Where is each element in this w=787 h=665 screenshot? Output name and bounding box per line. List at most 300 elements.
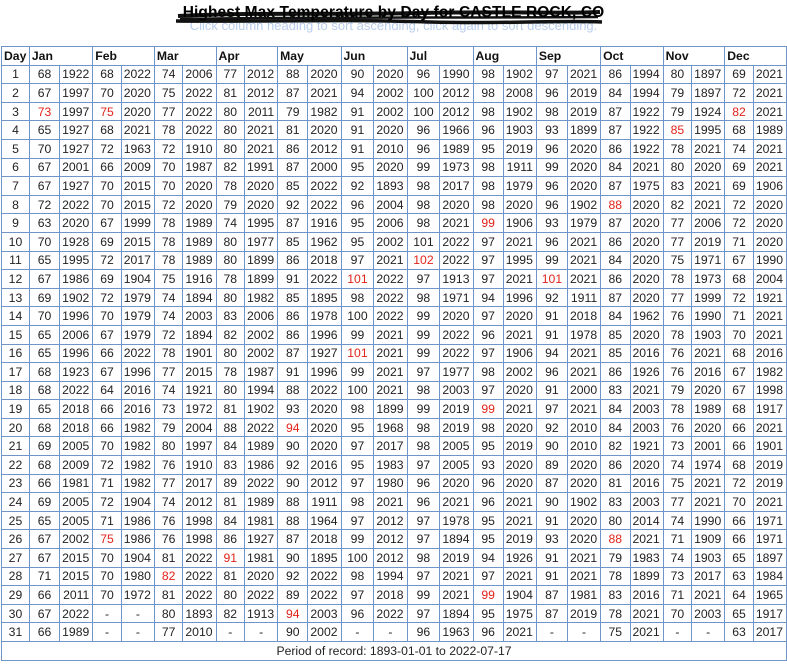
record-year: 2010 xyxy=(374,139,407,158)
record-year: 1897 xyxy=(692,65,725,84)
temperature-value: 67 xyxy=(29,549,59,568)
record-year: 1989 xyxy=(183,214,216,233)
temperature-value: 66 xyxy=(29,474,59,493)
record-year: 2021 xyxy=(753,418,786,437)
temperature-value: 87 xyxy=(278,214,308,233)
record-year: 2020 xyxy=(630,251,663,270)
record-year: 2015 xyxy=(121,232,154,251)
temperature-value: 78 xyxy=(663,400,692,419)
month-header-jun[interactable]: Jun xyxy=(341,47,407,66)
record-year: 2021 xyxy=(753,102,786,121)
record-year: 2000 xyxy=(308,158,341,177)
temperature-value: 89 xyxy=(278,586,308,605)
record-year: 2021 xyxy=(374,363,407,382)
record-year: 1972 xyxy=(183,400,216,419)
temperature-value: 80 xyxy=(601,511,630,530)
temperature-value: 80 xyxy=(216,586,245,605)
temperature-value: 96 xyxy=(473,325,503,344)
record-year: 1989 xyxy=(183,232,216,251)
month-header-apr[interactable]: Apr xyxy=(216,47,278,66)
month-header-aug[interactable]: Aug xyxy=(473,47,536,66)
temperature-value: 74 xyxy=(154,65,183,84)
record-year: 2021 xyxy=(753,493,786,512)
record-year: 2021 xyxy=(753,84,786,103)
temperature-value: 71 xyxy=(93,511,122,530)
record-year: 2016 xyxy=(308,456,341,475)
temperature-value: 84 xyxy=(601,158,630,177)
record-year: 2021 xyxy=(440,493,473,512)
record-year: 2019 xyxy=(753,456,786,475)
temperature-value: 65 xyxy=(725,604,754,623)
record-year: 1911 xyxy=(568,288,601,307)
record-year: 2022 xyxy=(374,604,407,623)
temperature-value: 76 xyxy=(154,511,183,530)
temperature-value: 83 xyxy=(216,456,245,475)
record-year: - xyxy=(121,623,154,642)
temperature-value: 78 xyxy=(663,139,692,158)
temperature-value: 85 xyxy=(601,325,630,344)
temperature-value: 74 xyxy=(725,139,754,158)
record-year: 2021 xyxy=(630,604,663,623)
record-year: 2019 xyxy=(440,418,473,437)
month-header-mar[interactable]: Mar xyxy=(154,47,216,66)
day-column-header[interactable]: Day xyxy=(2,47,30,66)
temperature-value: 68 xyxy=(29,418,59,437)
record-year: 2021 xyxy=(503,400,536,419)
temperature-value: 97 xyxy=(473,251,503,270)
table-row xyxy=(2,437,787,456)
temperature-value: 68 xyxy=(29,65,59,84)
temperature-value: 98 xyxy=(341,493,374,512)
temperature-value: 98 xyxy=(341,288,374,307)
temperature-value: 72 xyxy=(93,139,122,158)
page-title: Highest Max Temperature by Day for CASTLE ROCK, CO xyxy=(182,4,605,21)
temperature-value: 98 xyxy=(473,363,503,382)
temperature-value: 91 xyxy=(536,511,567,530)
temperature-value: 99 xyxy=(473,214,503,233)
temperature-value: 80 xyxy=(216,381,245,400)
temperature-value: 84 xyxy=(601,307,630,326)
table-row xyxy=(2,195,787,214)
record-year: 1927 xyxy=(308,344,341,363)
temperature-value: 77 xyxy=(154,102,183,121)
day-number: 24 xyxy=(2,493,30,512)
temperature-value: 77 xyxy=(154,363,183,382)
temperature-value: 72 xyxy=(93,456,122,475)
temperature-value: 82 xyxy=(601,437,630,456)
temperature-value: 95 xyxy=(341,158,374,177)
record-year: 2020 xyxy=(753,214,786,233)
temperature-value: 87 xyxy=(601,177,630,196)
temperature-value: 91 xyxy=(216,549,245,568)
month-header-nov[interactable]: Nov xyxy=(663,47,725,66)
record-year: 2019 xyxy=(568,102,601,121)
temperature-value: 86 xyxy=(278,251,308,270)
record-year: 1895 xyxy=(308,288,341,307)
temperature-value: 69 xyxy=(725,158,754,177)
record-year: 2010 xyxy=(568,437,601,456)
day-number: 30 xyxy=(2,604,30,623)
record-year: 2018 xyxy=(60,418,93,437)
temperature-value: 86 xyxy=(278,307,308,326)
temperature-value: 82 xyxy=(154,567,183,586)
month-header-feb[interactable]: Feb xyxy=(93,47,155,66)
temperature-value: 87 xyxy=(278,530,308,549)
record-year: 2020 xyxy=(245,177,278,196)
temperature-value: 70 xyxy=(154,177,183,196)
record-year: 2021 xyxy=(630,158,663,177)
temperature-value: 90 xyxy=(278,437,308,456)
temperature-value: 102 xyxy=(407,251,440,270)
day-number: 1 xyxy=(2,65,30,84)
record-year: 1978 xyxy=(440,511,473,530)
day-number: 15 xyxy=(2,325,30,344)
record-year: 2012 xyxy=(245,84,278,103)
temperature-value: 81 xyxy=(278,121,308,140)
record-year: 1894 xyxy=(183,325,216,344)
temperature-value: 76 xyxy=(154,530,183,549)
record-year: 1979 xyxy=(121,307,154,326)
record-year: 2018 xyxy=(374,586,407,605)
temperature-value: 97 xyxy=(341,437,374,456)
record-year: 2014 xyxy=(630,511,663,530)
record-year: 1893 xyxy=(374,177,407,196)
temperature-value: 94 xyxy=(473,549,503,568)
record-year: 2021 xyxy=(692,139,725,158)
temperature-value: 96 xyxy=(407,65,440,84)
temperature-value: - xyxy=(93,604,122,623)
day-number: 17 xyxy=(2,363,30,382)
temperature-value: 98 xyxy=(473,102,503,121)
record-year: 1986 xyxy=(121,511,154,530)
record-year: 2018 xyxy=(308,530,341,549)
record-year: 2021 xyxy=(568,549,601,568)
temperature-value: 81 xyxy=(601,474,630,493)
temperature-value: 98 xyxy=(341,567,374,586)
month-header-dec[interactable]: Dec xyxy=(725,47,787,66)
temperature-value: 66 xyxy=(725,530,754,549)
record-year: 2003 xyxy=(183,307,216,326)
temperature-value: 67 xyxy=(725,363,754,382)
table-row xyxy=(2,567,787,586)
record-year: 1909 xyxy=(692,530,725,549)
temperature-value: 86 xyxy=(601,456,630,475)
day-number: 28 xyxy=(2,567,30,586)
temperature-value: 72 xyxy=(93,288,122,307)
record-year: 2021 xyxy=(692,474,725,493)
temperature-value: 78 xyxy=(154,214,183,233)
record-year: 1981 xyxy=(245,549,278,568)
record-year: 2009 xyxy=(121,158,154,177)
record-year: 1963 xyxy=(121,139,154,158)
record-year: 1979 xyxy=(503,177,536,196)
temperature-value: 93 xyxy=(536,121,567,140)
day-number: 11 xyxy=(2,251,30,270)
month-header-jul[interactable]: Jul xyxy=(407,47,473,66)
temperature-value: 72 xyxy=(725,288,754,307)
table-row xyxy=(2,325,787,344)
record-year: 1995 xyxy=(692,121,725,140)
record-year: 1987 xyxy=(245,363,278,382)
temperature-value: 99 xyxy=(407,344,440,363)
record-year: 1910 xyxy=(183,456,216,475)
record-year: 2019 xyxy=(568,84,601,103)
temperature-value: 67 xyxy=(93,363,122,382)
day-number: 2 xyxy=(2,84,30,103)
record-year: 1990 xyxy=(692,307,725,326)
temperature-value: 99 xyxy=(407,400,440,419)
temperature-value: 91 xyxy=(536,307,567,326)
record-year: 1982 xyxy=(753,363,786,382)
temperature-value: 94 xyxy=(341,84,374,103)
record-year: 1926 xyxy=(630,363,663,382)
day-number: 9 xyxy=(2,214,30,233)
temperature-value: 91 xyxy=(536,549,567,568)
record-year: 2020 xyxy=(60,214,93,233)
record-year: 1928 xyxy=(60,232,93,251)
record-year: 1899 xyxy=(630,567,663,586)
temperature-value: 95 xyxy=(341,456,374,475)
temperature-value: 72 xyxy=(154,325,183,344)
day-number: 22 xyxy=(2,456,30,475)
temperature-value: 73 xyxy=(29,102,59,121)
temperature-value: 97 xyxy=(473,270,503,289)
temperature-value: 80 xyxy=(216,344,245,363)
record-year: 2022 xyxy=(308,381,341,400)
temperature-value: 82 xyxy=(663,195,692,214)
temperature-value: 82 xyxy=(725,102,754,121)
record-year: 2020 xyxy=(374,65,407,84)
temperature-value: 101 xyxy=(341,344,374,363)
temperature-value: 79 xyxy=(216,195,245,214)
temperature-value: 86 xyxy=(601,139,630,158)
temperature-value: 98 xyxy=(407,214,440,233)
record-year: 1979 xyxy=(121,325,154,344)
month-header-may[interactable]: May xyxy=(278,47,341,66)
temperature-value: 72 xyxy=(154,195,183,214)
record-year: 1999 xyxy=(692,288,725,307)
record-year: 2002 xyxy=(245,325,278,344)
temperature-value: 80 xyxy=(216,121,245,140)
record-year: 2020 xyxy=(568,139,601,158)
temperature-value: 96 xyxy=(473,121,503,140)
record-year: 2020 xyxy=(630,214,663,233)
record-year: 1979 xyxy=(121,288,154,307)
record-year: 1911 xyxy=(503,158,536,177)
record-year: 2016 xyxy=(121,400,154,419)
temperature-value: 67 xyxy=(93,214,122,233)
header-row xyxy=(2,47,787,66)
month-header-oct[interactable]: Oct xyxy=(601,47,664,66)
table-row xyxy=(2,84,787,103)
temperature-value: 90 xyxy=(278,623,308,642)
table-row xyxy=(2,418,787,437)
table-row xyxy=(2,456,787,475)
temperature-value: 66 xyxy=(725,511,754,530)
temperature-value: 97 xyxy=(536,400,567,419)
record-year: 2020 xyxy=(692,158,725,177)
record-year: 2002 xyxy=(245,344,278,363)
table-row xyxy=(2,363,787,382)
record-year: 2019 xyxy=(503,530,536,549)
record-year: 2020 xyxy=(568,158,601,177)
record-year: 1973 xyxy=(440,158,473,177)
temperature-value: 80 xyxy=(216,288,245,307)
record-year: 2020 xyxy=(183,195,216,214)
temperature-value: 83 xyxy=(216,307,245,326)
record-year: 2003 xyxy=(308,604,341,623)
record-year: 2022 xyxy=(245,418,278,437)
record-year: 1989 xyxy=(245,493,278,512)
temperature-value: 72 xyxy=(725,214,754,233)
temperature-value: 77 xyxy=(663,214,692,233)
record-year: 2021 xyxy=(121,121,154,140)
record-year: 1994 xyxy=(630,65,663,84)
record-year: 2022 xyxy=(308,270,341,289)
temperature-value: 78 xyxy=(601,604,630,623)
temperature-value: 75 xyxy=(663,251,692,270)
temperature-value: 67 xyxy=(29,84,59,103)
month-header-sep[interactable]: Sep xyxy=(536,47,600,66)
table-row xyxy=(2,121,787,140)
record-year: 2022 xyxy=(183,586,216,605)
record-year: 2022 xyxy=(308,195,341,214)
record-year: 1922 xyxy=(60,65,93,84)
record-year: 1904 xyxy=(503,586,536,605)
temperature-value: 79 xyxy=(278,102,308,121)
temperature-value: - xyxy=(663,623,692,642)
record-year: 2020 xyxy=(503,195,536,214)
month-header-jan[interactable]: Jan xyxy=(29,47,92,66)
temperature-value: 83 xyxy=(601,586,630,605)
temperature-value: 81 xyxy=(216,400,245,419)
record-year: 1894 xyxy=(440,604,473,623)
record-year: 2020 xyxy=(308,437,341,456)
record-year: 1924 xyxy=(692,102,725,121)
temperature-value: 80 xyxy=(154,604,183,623)
temperature-value: 95 xyxy=(341,232,374,251)
temperature-value: 94 xyxy=(536,344,567,363)
temperature-value: 96 xyxy=(536,177,567,196)
temperature-value: 97 xyxy=(473,344,503,363)
record-year: 2020 xyxy=(308,65,341,84)
record-year: - xyxy=(121,604,154,623)
record-year: 1893 xyxy=(183,604,216,623)
record-year: 2004 xyxy=(183,418,216,437)
temperature-value: 94 xyxy=(473,288,503,307)
record-year: 2020 xyxy=(374,158,407,177)
record-year: 1922 xyxy=(630,121,663,140)
day-number: 25 xyxy=(2,511,30,530)
day-number: 12 xyxy=(2,270,30,289)
temperature-value: 80 xyxy=(663,158,692,177)
record-year: 2020 xyxy=(630,325,663,344)
temperature-value: 101 xyxy=(536,270,567,289)
record-year: 2004 xyxy=(753,270,786,289)
temperature-value: 67 xyxy=(93,325,122,344)
temperature-value: 98 xyxy=(473,65,503,84)
temperature-value: 96 xyxy=(536,139,567,158)
record-year: 2021 xyxy=(568,65,601,84)
record-year: 1906 xyxy=(753,177,786,196)
temperature-value: 70 xyxy=(29,232,59,251)
temperature-value: 75 xyxy=(663,474,692,493)
temperature-value: 70 xyxy=(725,325,754,344)
record-year: 2018 xyxy=(568,307,601,326)
record-year: 1978 xyxy=(568,325,601,344)
temperature-value: 98 xyxy=(407,418,440,437)
record-year: 1923 xyxy=(60,363,93,382)
temperature-value: 74 xyxy=(663,549,692,568)
record-year: 2021 xyxy=(503,270,536,289)
temperature-value: 93 xyxy=(536,214,567,233)
record-year: 1991 xyxy=(245,158,278,177)
record-year: 2021 xyxy=(568,567,601,586)
record-year: 2020 xyxy=(630,195,663,214)
record-year: 2001 xyxy=(60,158,93,177)
record-year: 2021 xyxy=(503,493,536,512)
record-year: 1989 xyxy=(60,623,93,642)
record-year: 1899 xyxy=(374,400,407,419)
record-year: 2021 xyxy=(568,270,601,289)
temperature-value: 88 xyxy=(278,65,308,84)
record-year: 1906 xyxy=(503,214,536,233)
temperature-value: 80 xyxy=(663,65,692,84)
table-row xyxy=(2,139,787,158)
temperature-value: 98 xyxy=(473,84,503,103)
record-year: 1999 xyxy=(121,214,154,233)
temperature-value: 92 xyxy=(536,418,567,437)
record-year: 1903 xyxy=(692,549,725,568)
temperature-value: 98 xyxy=(407,437,440,456)
record-year: 2016 xyxy=(630,474,663,493)
record-year: 1974 xyxy=(692,456,725,475)
temperature-value: 69 xyxy=(93,232,122,251)
record-year: 2020 xyxy=(308,121,341,140)
temperature-value: 99 xyxy=(407,307,440,326)
temperature-value: 93 xyxy=(278,400,308,419)
temperature-value: 97 xyxy=(407,363,440,382)
temperature-value: 80 xyxy=(216,102,245,121)
temperature-value: 71 xyxy=(725,307,754,326)
temperature-value: 63 xyxy=(725,623,754,642)
day-number: 29 xyxy=(2,586,30,605)
temperature-value: 87 xyxy=(278,84,308,103)
record-year: 2006 xyxy=(245,307,278,326)
record-year: 1903 xyxy=(692,325,725,344)
temperature-value: 74 xyxy=(663,456,692,475)
record-year: 1981 xyxy=(568,586,601,605)
record-year: 2022 xyxy=(183,84,216,103)
record-year: 1901 xyxy=(183,344,216,363)
temperature-value: 80 xyxy=(216,251,245,270)
temperature-value: 96 xyxy=(341,604,374,623)
record-year: 2022 xyxy=(183,121,216,140)
record-year: 2021 xyxy=(753,325,786,344)
record-year: 2018 xyxy=(60,400,93,419)
temperature-value: 83 xyxy=(601,381,630,400)
record-year: 1981 xyxy=(60,474,93,493)
title-area xyxy=(0,0,787,46)
record-year: 2016 xyxy=(753,344,786,363)
table-row xyxy=(2,214,787,233)
record-year: 2016 xyxy=(121,381,154,400)
temperature-value: 87 xyxy=(536,604,567,623)
temperature-value: 98 xyxy=(407,288,440,307)
record-year: 1971 xyxy=(692,251,725,270)
temperature-value: 79 xyxy=(154,418,183,437)
record-year: 2021 xyxy=(692,195,725,214)
